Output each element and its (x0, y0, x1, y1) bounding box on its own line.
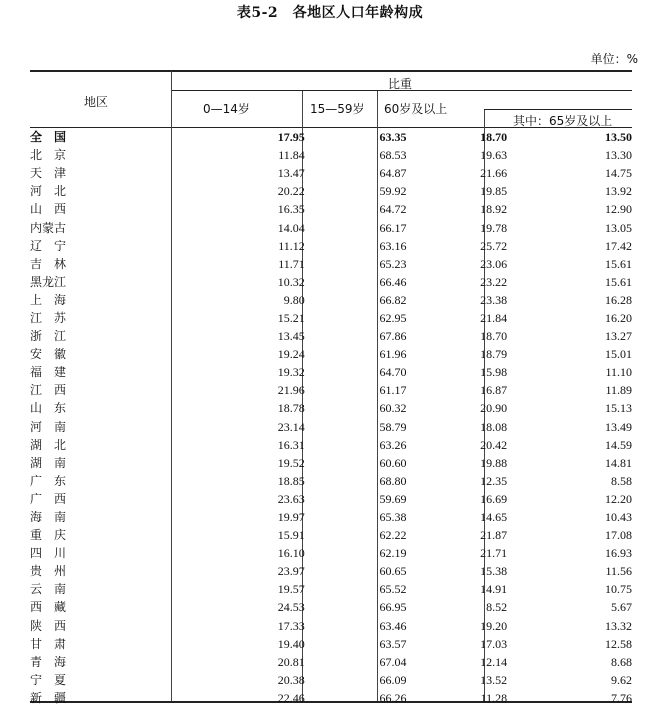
value-cell: 21.96 (277, 383, 305, 398)
value-cell: 19.85 (480, 184, 508, 199)
value-cell: 11.12 (278, 238, 305, 253)
table-row (30, 562, 632, 580)
value-cell: 63.16 (379, 238, 407, 253)
value-cell: 65.52 (379, 582, 407, 597)
value-cell: 9.80 (283, 292, 305, 307)
table-row (30, 544, 632, 562)
table-row-total (30, 128, 632, 146)
value-cell: 63.26 (379, 437, 407, 452)
population-age-table (30, 128, 632, 707)
value-cell: 15.98 (480, 365, 508, 380)
value-cell: 18.92 (480, 202, 508, 217)
value-cell: 11.28 (480, 690, 508, 705)
region-name: 河 北 (30, 184, 67, 199)
value-cell: 58.79 (379, 419, 407, 434)
header-col-60-plus: 60岁及以上 (384, 102, 448, 116)
table-row (30, 200, 632, 218)
value-cell: 16.20 (605, 310, 632, 325)
value-cell: 11.71 (278, 256, 305, 271)
unit-label: 单位：% (590, 52, 638, 66)
value-cell: 64.72 (379, 202, 407, 217)
value-cell: 19.88 (480, 455, 508, 470)
value-cell: 20.38 (277, 672, 305, 687)
region-name: 山 西 (30, 202, 67, 217)
value-cell: 16.28 (605, 292, 632, 307)
region-name: 重 庆 (30, 528, 67, 543)
region-name: 辽 宁 (30, 238, 67, 253)
value-cell: 14.81 (605, 455, 632, 470)
value-cell: 15.13 (605, 401, 632, 416)
table-row (30, 146, 632, 164)
value-cell: 13.05 (605, 220, 632, 235)
value-cell: 5.67 (611, 600, 632, 615)
value-cell: 19.32 (277, 365, 305, 380)
value-cell: 62.95 (379, 310, 407, 325)
value-cell: 13.52 (480, 672, 508, 687)
value-cell: 20.81 (277, 654, 305, 669)
header-col-15-59: 15—59岁 (310, 102, 365, 116)
region-name: 湖 南 (30, 455, 67, 470)
value-cell: 61.17 (379, 383, 407, 398)
value-cell: 66.82 (379, 292, 407, 307)
value-cell: 18.08 (480, 419, 508, 434)
value-cell: 17.42 (605, 238, 632, 253)
region-name: 浙 江 (30, 329, 67, 344)
value-cell: 63.57 (379, 636, 407, 651)
value-cell: 14.91 (480, 582, 508, 597)
value-cell: 22.46 (277, 690, 305, 705)
table-row (30, 598, 632, 616)
region-name: 安 徽 (30, 347, 67, 362)
region-name: 云 南 (30, 582, 67, 597)
value-cell: 19.78 (480, 220, 508, 235)
table-row (30, 508, 632, 526)
value-cell: 18.85 (277, 473, 305, 488)
value-cell: 59.92 (379, 184, 407, 199)
value-cell: 8.68 (611, 654, 632, 669)
header-group: 比重 (388, 77, 413, 91)
value-cell: 23.06 (480, 256, 508, 271)
value-cell: 14.04 (277, 220, 305, 235)
table-row (30, 454, 632, 472)
value-cell: 20.22 (277, 184, 305, 199)
value-cell: 19.63 (480, 148, 508, 163)
value-cell: 19.24 (277, 347, 305, 362)
value-cell: 23.97 (277, 564, 305, 579)
value-cell: 16.31 (277, 437, 305, 452)
table-row (30, 291, 632, 309)
region-name: 福 建 (30, 365, 67, 380)
value-cell: 63.46 (379, 618, 407, 633)
value-cell: 64.70 (379, 365, 407, 380)
value-cell: 68.53 (379, 148, 407, 163)
value-cell: 10.43 (605, 510, 632, 525)
table-row (30, 580, 632, 598)
value-cell: 23.38 (480, 292, 508, 307)
value-cell: 18.79 (480, 347, 508, 362)
region-name: 甘 肃 (30, 636, 67, 651)
table-row (30, 689, 632, 707)
value-cell: 13.47 (277, 166, 305, 181)
region-name: 海 南 (30, 510, 67, 525)
table-row (30, 671, 632, 689)
value-cell: 13.49 (605, 419, 632, 434)
table-row (30, 617, 632, 635)
value-cell: 19.20 (480, 618, 508, 633)
value-cell: 11.56 (605, 564, 632, 579)
value-cell: 16.10 (277, 546, 305, 561)
value-cell: 18.70 (480, 329, 508, 344)
value-cell: 10.32 (277, 274, 305, 289)
value-cell: 21.66 (480, 166, 508, 181)
header-col-0-14: 0—14岁 (203, 102, 250, 116)
value-cell: 60.32 (379, 401, 407, 416)
region-name: 全 国 (30, 130, 67, 145)
value-cell: 12.20 (605, 491, 632, 506)
value-cell: 66.95 (379, 600, 407, 615)
region-name: 新 疆 (30, 690, 67, 705)
table-row (30, 255, 632, 273)
value-cell: 66.26 (379, 690, 407, 705)
region-name: 河 南 (30, 419, 67, 434)
value-cell: 15.01 (605, 347, 632, 362)
value-cell: 15.91 (277, 528, 305, 543)
value-cell: 16.35 (277, 202, 305, 217)
table-row (30, 345, 632, 363)
region-name: 西 藏 (30, 600, 67, 615)
value-cell: 8.52 (486, 600, 508, 615)
table-row (30, 381, 632, 399)
value-cell: 15.21 (277, 310, 305, 325)
region-name: 内蒙古 (30, 220, 67, 235)
value-cell: 17.95 (277, 130, 305, 145)
value-cell: 67.04 (379, 654, 407, 669)
region-name: 吉 林 (30, 256, 67, 271)
table-row (30, 472, 632, 490)
table-row (30, 164, 632, 182)
value-cell: 24.53 (277, 600, 305, 615)
region-name: 贵 州 (30, 564, 67, 579)
value-cell: 15.61 (605, 256, 632, 271)
sub-group-rule (484, 109, 632, 110)
region-name: 山 东 (30, 401, 67, 416)
value-cell: 11.84 (278, 148, 305, 163)
value-cell: 21.71 (480, 546, 508, 561)
table-row (30, 526, 632, 544)
value-cell: 20.90 (480, 401, 508, 416)
value-cell: 10.75 (605, 582, 632, 597)
table-row (30, 309, 632, 327)
region-name: 广 东 (30, 473, 67, 488)
value-cell: 11.89 (605, 383, 632, 398)
value-cell: 17.03 (480, 636, 508, 651)
value-cell: 16.87 (480, 383, 508, 398)
region-name: 北 京 (30, 148, 67, 163)
value-cell: 25.72 (480, 238, 508, 253)
region-name: 江 苏 (30, 310, 67, 325)
value-cell: 14.59 (605, 437, 632, 452)
table-row (30, 490, 632, 508)
value-cell: 17.33 (277, 618, 305, 633)
table-title: 表5-2 各地区人口年龄构成 (236, 5, 424, 21)
value-cell: 15.38 (480, 564, 508, 579)
region-name: 广 西 (30, 491, 67, 506)
region-name: 四 川 (30, 546, 67, 561)
value-cell: 13.45 (277, 329, 305, 344)
table-row (30, 218, 632, 236)
table-row (30, 399, 632, 417)
value-cell: 18.70 (480, 130, 508, 145)
table-row (30, 436, 632, 454)
top-rule (30, 70, 632, 72)
value-cell: 63.35 (379, 130, 407, 145)
value-cell: 67.86 (379, 329, 407, 344)
value-cell: 19.97 (277, 510, 305, 525)
value-cell: 12.35 (480, 473, 508, 488)
value-cell: 66.09 (379, 672, 407, 687)
table-row (30, 418, 632, 436)
value-cell: 64.87 (379, 166, 407, 181)
header-col-65-plus: 其中：65岁及以上 (513, 114, 613, 128)
value-cell: 19.57 (277, 582, 305, 597)
value-cell: 68.80 (379, 473, 407, 488)
value-cell: 19.52 (277, 455, 305, 470)
value-cell: 11.10 (605, 365, 632, 380)
value-cell: 18.78 (277, 401, 305, 416)
region-name: 江 西 (30, 383, 67, 398)
value-cell: 12.14 (480, 654, 508, 669)
value-cell: 62.19 (379, 546, 407, 561)
value-cell: 14.75 (605, 166, 632, 181)
region-name: 青 海 (30, 654, 67, 669)
table-row (30, 327, 632, 345)
region-name: 上 海 (30, 292, 67, 307)
table-row (30, 237, 632, 255)
value-cell: 16.69 (480, 491, 508, 506)
value-cell: 16.93 (605, 546, 632, 561)
table-row (30, 653, 632, 671)
region-name: 黑龙江 (30, 274, 67, 289)
value-cell: 23.22 (480, 274, 508, 289)
value-cell: 21.87 (480, 528, 508, 543)
value-cell: 19.40 (277, 636, 305, 651)
value-cell: 62.22 (379, 528, 407, 543)
value-cell: 14.65 (480, 510, 508, 525)
value-cell: 7.76 (611, 690, 632, 705)
value-cell: 13.27 (605, 329, 632, 344)
table-row (30, 182, 632, 200)
value-cell: 60.65 (379, 564, 407, 579)
value-cell: 13.92 (605, 184, 632, 199)
table-row (30, 363, 632, 381)
value-cell: 59.69 (379, 491, 407, 506)
value-cell: 66.17 (379, 220, 407, 235)
value-cell: 12.90 (605, 202, 632, 217)
region-name: 宁 夏 (30, 672, 67, 687)
value-cell: 61.96 (379, 347, 407, 362)
value-cell: 12.58 (605, 636, 632, 651)
value-cell: 13.30 (605, 148, 632, 163)
value-cell: 21.84 (480, 310, 508, 325)
value-cell: 15.61 (605, 274, 632, 289)
value-cell: 23.14 (277, 419, 305, 434)
header-region: 地区 (84, 95, 109, 109)
region-name: 湖 北 (30, 437, 67, 452)
value-cell: 66.46 (379, 274, 407, 289)
value-cell: 65.38 (379, 510, 407, 525)
value-cell: 23.63 (277, 491, 305, 506)
region-name: 陕 西 (30, 618, 67, 633)
region-name: 天 津 (30, 166, 67, 181)
value-cell: 13.50 (605, 130, 632, 145)
value-cell: 20.42 (480, 437, 508, 452)
value-cell: 13.32 (605, 618, 632, 633)
value-cell: 8.58 (611, 473, 632, 488)
table-row (30, 273, 632, 291)
table-row (30, 635, 632, 653)
value-cell: 60.60 (379, 455, 407, 470)
value-cell: 17.08 (605, 528, 632, 543)
value-cell: 9.62 (611, 672, 632, 687)
value-cell: 65.23 (379, 256, 407, 271)
